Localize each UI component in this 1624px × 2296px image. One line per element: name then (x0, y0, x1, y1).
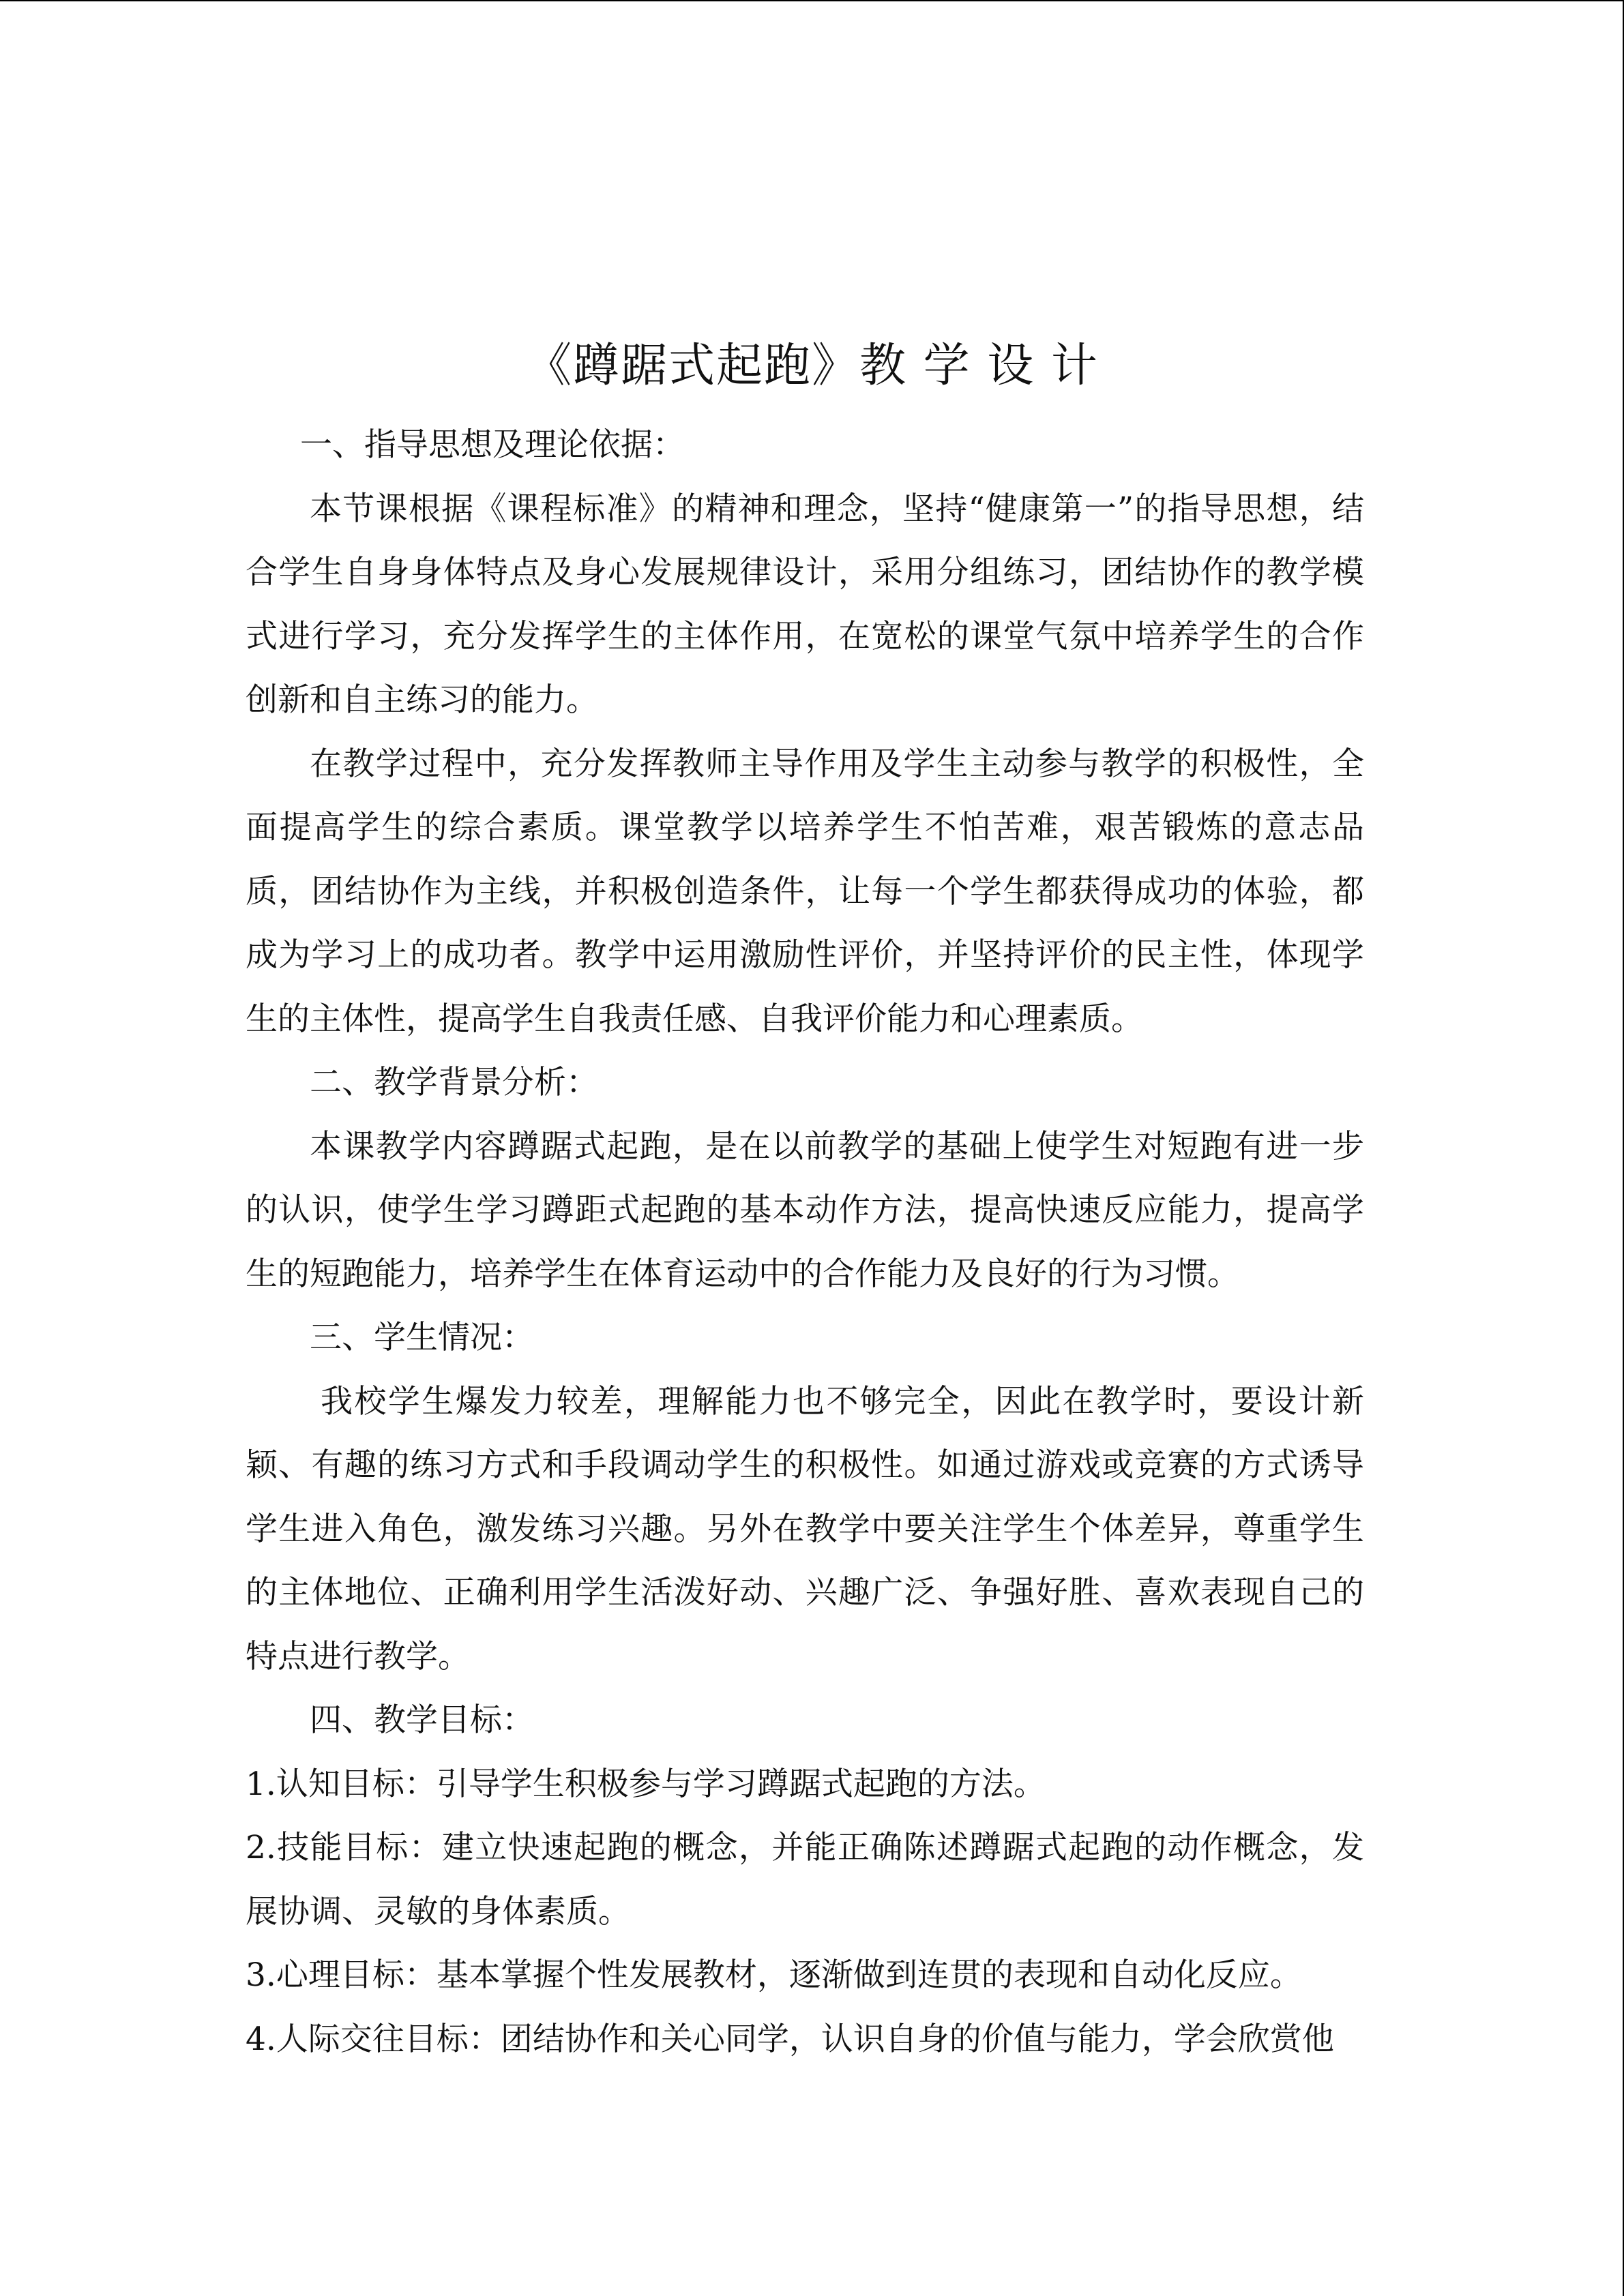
document-title: 《蹲踞式起跑》教 学 设 计 (525, 339, 1099, 393)
section-3-heading: 三、学生情况： (310, 1319, 534, 1356)
section-3-paragraph-1: 我校学生爆发力较差，理解能力也不够完全，因此在教学时，要设计新颖、有趣的练习方式和手段调动学生的积极性。如通过游戏或竞赛的方式诱导学生进入角色，激发练习兴趣。另外在教学中要关注学生个体差异，尊重学生的主体地位、正确利用学生活泼好动、兴趣广泛、争强好胜、喜欢表现自己的特点进行教学。 (246, 1382, 1364, 1675)
section-2-paragraph-1: 本课教学内容蹲踞式起跑，是在以前教学的基础上使学生对短跑有进一步的认识，使学生学习蹲距式起跑的基本动作方法，提高快速反应能力，提高学生的短跑能力，培养学生在体育运动中的合作能力及良好的行为习惯。 (246, 1127, 1364, 1293)
section-1-paragraph-1: 本节课根据《课程标准》的精神和理念，坚持“健康第一”的指导思想，结合学生自身身体特点及身心发展规律设计，采用分组练习，团结协作的教学模式进行学习，充分发挥学生的主体作用，在宽松的课堂气氛中培养学生的合作创新和自主练习的能力。 (246, 490, 1364, 719)
section-1-paragraph-2: 在教学过程中，充分发挥教师主导作用及学生主动参与教学的积极性，全面提高学生的综合素质。课堂教学以培养学生不怕苦难，艰苦锻炼的意志品质，团结协作为主线，并积极创造条件，让每一个学生都获得成功的体验，都成为学习上的成功者。教学中运用激励性评价，并坚持评价的民主性，体现学生的主体性，提高学生自我责任感、自我评价能力和心理素质。 (246, 745, 1364, 1038)
goal-item-psychological: 3.心理目标：基本掌握个性发展教材，逐渐做到连贯的表现和自动化反应。 (246, 1956, 1302, 1994)
document-body (246, 413, 1364, 2071)
section-1-heading: 一、指导思想及理论依据： (300, 426, 685, 464)
goal-item-cognitive: 1.认知目标：引导学生积极参与学习蹲踞式起跑的方法。 (246, 1765, 1046, 1803)
page-border-top (0, 0, 1624, 1)
goal-item-interpersonal: 4.人际交往目标：团结协作和关心同学，认识自身的价值与能力，学会欣赏他 (246, 2020, 1334, 2058)
goal-item-skill: 2.技能目标：建立快速起跑的概念，并能正确陈述蹲踞式起跑的动作概念，发展协调、灵敏的身体素质。 (246, 1829, 1364, 1930)
section-2-heading: 二、教学背景分析： (310, 1064, 598, 1101)
section-4-heading: 四、教学目标： (310, 1701, 534, 1739)
